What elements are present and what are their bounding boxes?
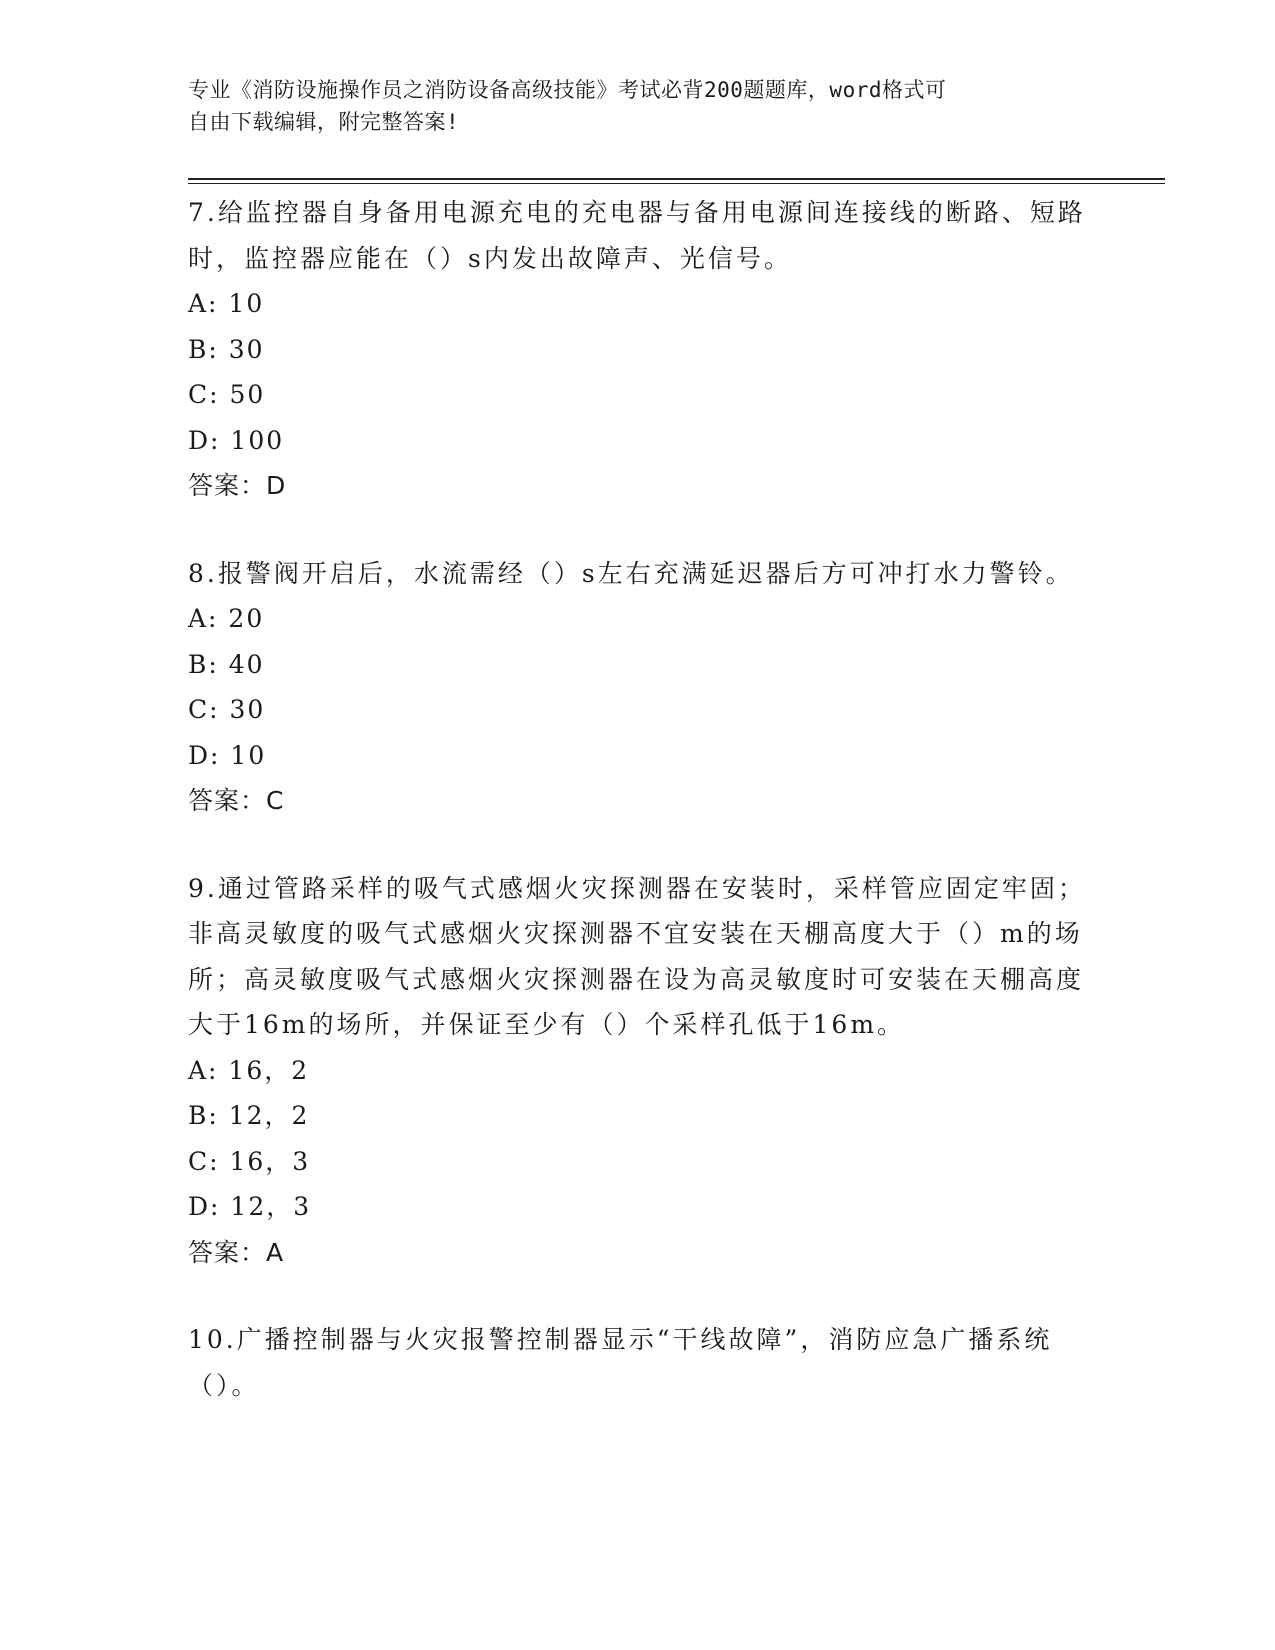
header-line-1: 专业《消防设施操作员之消防设备高级技能》考试必背200题题库，word格式可 [188, 78, 947, 102]
document-header [188, 74, 1068, 138]
header-divider-thin [188, 183, 1165, 184]
question-list [188, 190, 1088, 1450]
question-7 [188, 190, 1088, 509]
question-text: 9.通过管路采样的吸气式感烟火灾探测器在安装时，采样管应固定牢固；非高灵敏度的吸气式感烟火灾探测器不宜安装在天棚高度大于（）m的场所；高灵敏度吸气式感烟火灾探测器在设为高灵敏度时可安装在天棚高度大于16m的场所，并保证至少有（）个采样孔低于16m。 [188, 873, 1086, 1039]
answer-line: 答案：D [188, 471, 287, 500]
option-c: C: 16，3 [188, 1146, 311, 1176]
option-c: C: 50 [188, 380, 266, 409]
question-10 [188, 1317, 1088, 1408]
option-a: A: 16，2 [188, 1055, 310, 1085]
header-line-2: 自由下载编辑，附完整答案! [188, 110, 460, 134]
question-9 [188, 866, 1088, 1276]
option-c: C: 30 [188, 695, 266, 724]
answer-line: 答案：C [188, 786, 285, 815]
question-text: 7.给监控器自身备用电源充电的充电器与备用电源间连接线的断路、短路时，监控器应能在（）s内发出故障声、光信号。 [188, 198, 1086, 273]
header-divider-thick [188, 178, 1165, 180]
option-d: D: 100 [188, 425, 285, 455]
question-text: 8.报警阀开启后，水流需经（）s左右充满延迟器后方可冲打水力警铃。 [188, 558, 1074, 588]
option-d: D: 10 [188, 740, 267, 770]
option-b: B: 40 [188, 649, 265, 679]
option-b: B: 30 [188, 334, 265, 364]
option-b: B: 12，2 [188, 1101, 310, 1130]
answer-line: 答案：A [188, 1237, 285, 1267]
option-a: A: 10 [188, 289, 265, 318]
option-d: D: 12，3 [188, 1192, 312, 1221]
question-text: 10.广播控制器与火灾报警控制器显示“干线故障”，消防应急广播系统（）。 [188, 1325, 1053, 1400]
option-a: A: 20 [188, 604, 265, 633]
question-8 [188, 551, 1088, 824]
